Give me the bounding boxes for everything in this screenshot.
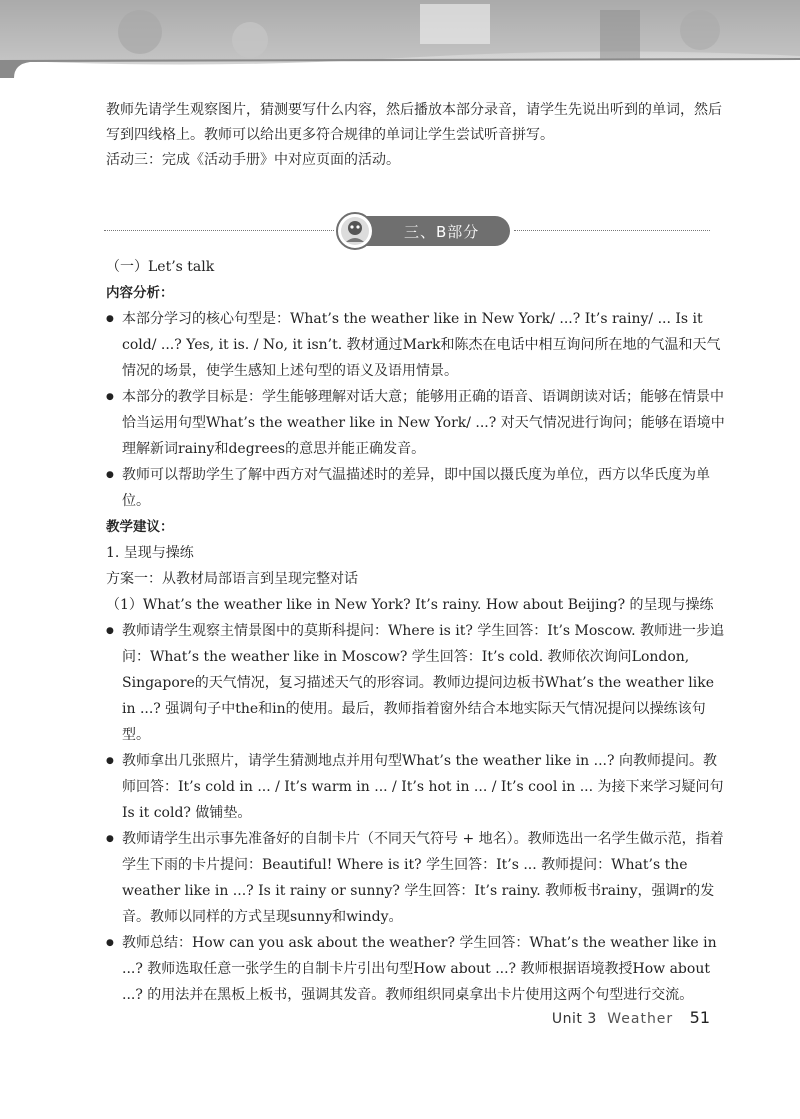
step-item-4: ● 教师总结：How can you ask about the weather? 学生回答：What’s the weather like in ...? 教师选取任意一张学生的自制卡片引出句型How about ...? 教师根据语境教授How about ...? 的用法并在黑板上板书，强调其发音。教师组织同桌拿出卡片使用这两个句型进行交流。 — [106, 930, 726, 1008]
footer-unit: Unit 3 — [551, 1011, 597, 1027]
page-number: 51 — [689, 1008, 710, 1027]
header-illustration — [0, 0, 800, 78]
divider-dots-left — [104, 230, 334, 231]
footer-title: Weather — [607, 1011, 674, 1027]
step-item-3: ● 教师请学生出示事先准备好的自制卡片（不同天气符号 + 地名）。教师选出一名学生做示范，指着学生下雨的卡片提问：Beautiful! Where is it? 学生回答：It’s ... 教师提问：What’s the weather like in ...? Is it rainy or sunny? 学生回答：It’s rainy. 教师板书rainy，强调r的发音。教师以同样的方式呈现sunny和windy。 — [106, 826, 726, 930]
plan-heading-1: 方案一：从教材局部语言到呈现完整对话 — [106, 571, 358, 587]
header-banner — [0, 0, 800, 78]
analysis-label: 内容分析： — [106, 285, 174, 301]
intro-paragraph-1: 教师先请学生观察图片，猜测要写什么内容，然后播放本部分录音，请学生先说出听到的单词，然后写到四线格上。教师可以给出更多符合规律的单词让学生尝试听音拼写。 — [106, 102, 722, 143]
divider-dots-right — [514, 230, 710, 231]
page-footer — [552, 1008, 710, 1027]
mascot-icon — [336, 212, 374, 250]
intro-paragraph-2: 活动三：完成《活动手册》中对应页面的活动。 — [106, 152, 400, 168]
analysis-item-1: ● 本部分学习的核心句型是：What’s the weather like in New York/ ...? It’s rainy/ ... Is it cold/ ...? Yes, it is. / No, it isn’t. 教材通过Mark和陈杰在电话中相互询问所在地的气温和天气情况的场景，使学生感知上述句型的语义及语用情景。 — [106, 306, 726, 384]
step-item-2: ● 教师拿出几张照片，请学生猜测地点并用句型What’s the weather like in ...? 向教师提问。教师回答：It’s cold in ... / It’s warm in ... / It’s hot in ... / It’s cool in ... 为接下来学习疑问句Is it cold? 做铺垫。 — [106, 748, 726, 826]
step-heading-1: 1. 呈现与操练 — [106, 545, 194, 561]
section-divider — [104, 212, 710, 250]
sub-heading-1: （1）What’s the weather like in New York? It’s rainy. How about Beijing? 的呈现与操练 — [106, 597, 714, 613]
intro-section — [106, 98, 726, 173]
step-item-1: ● 教师请学生观察主情景图中的莫斯科提问：Where is it? 学生回答：It’s Moscow. 教师进一步追问：What’s the weather like in Moscow? 学生回答：It’s cold. 教师依次询问London, Singapore的天气情况，复习描述天气的形容词。教师边提问边板书What’s the weather like in ...? 强调句子中the和in的使用。最后，教师指着窗外结合本地实际天气情况提问以操练该句型。 — [106, 618, 726, 748]
talk-heading: （一）Let’s talk — [106, 259, 215, 275]
section-title: 三、B部分 — [404, 223, 480, 241]
section-badge — [352, 216, 510, 246]
analysis-item-2: ● 本部分的教学目标是：学生能够理解对话大意；能够用正确的语音、语调朗读对话；能够在情景中恰当运用句型What’s the weather like in New York/ ...? 对天气情况进行询问；能够在语境中理解新词rainy和degrees的意思并能正确发音。 — [106, 384, 726, 462]
main-content — [106, 254, 726, 1008]
analysis-item-3: ● 教师可以帮助学生了解中西方对气温描述时的差异，即中国以摄氏度为单位，西方以华氏度为单位。 — [106, 462, 726, 514]
advice-label: 教学建议： — [106, 519, 174, 535]
